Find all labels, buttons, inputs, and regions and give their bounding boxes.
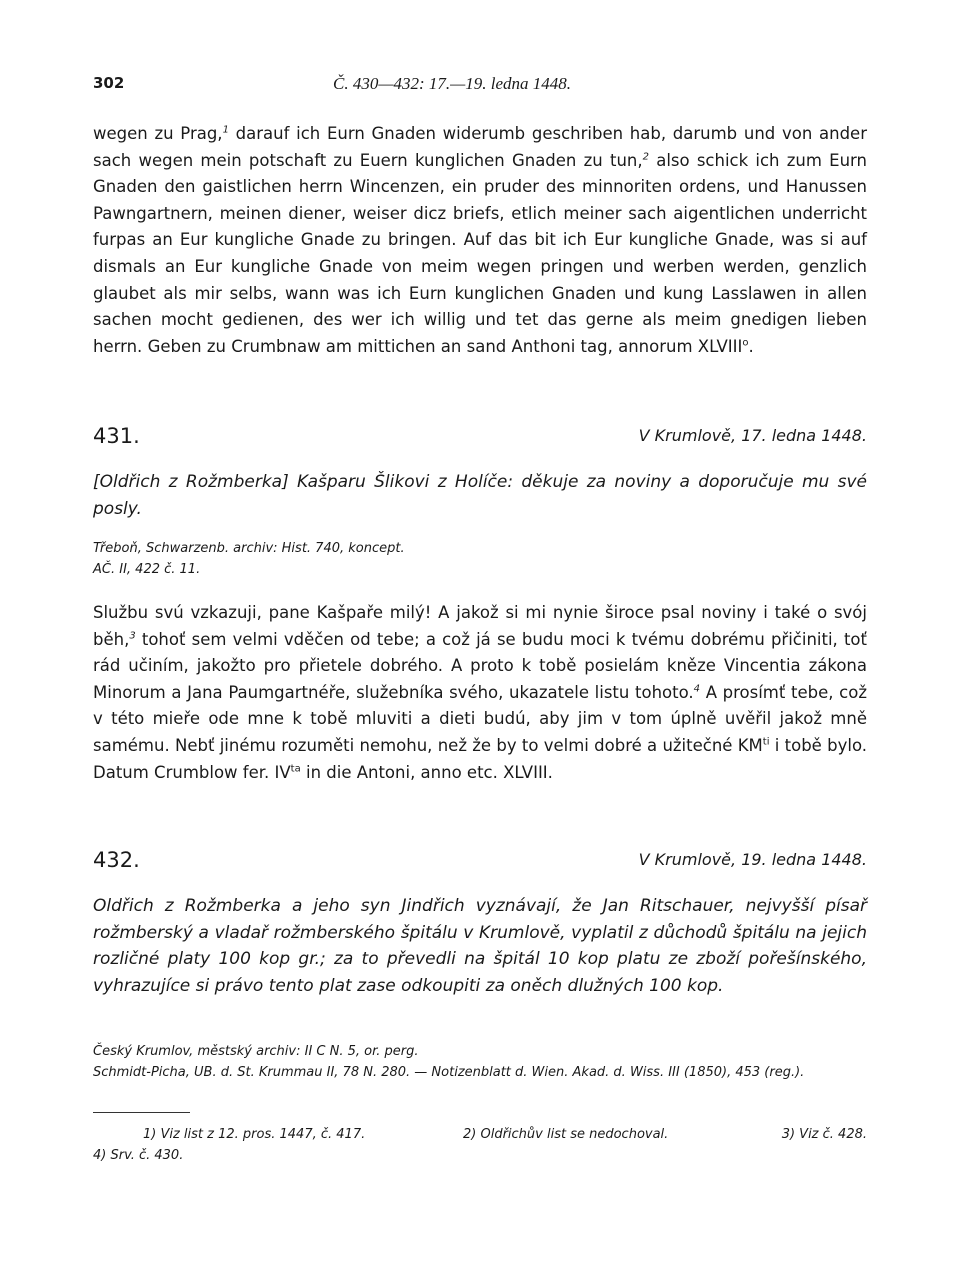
running-header — [93, 74, 867, 98]
entry-number: 431. — [93, 424, 140, 448]
entry-432-sources — [93, 1041, 867, 1083]
source-line: AČ. II, 422 č. 11. — [93, 562, 201, 577]
letter-dating: Geben zu Crumbnaw am mittichen an sand Anthoni tag, annorum XLVIII — [147, 336, 743, 356]
footnote-1: 1) Viz list z 12. pros. 1447, č. 417. — [143, 1127, 366, 1142]
entry-place-date: V Krumlově, 17. ledna 1448. — [638, 426, 867, 445]
letter-dating: Datum Crumblow fer. IV — [93, 762, 291, 782]
footnote-mark-2: 2 — [642, 151, 649, 163]
source-line: Český Krumlov, městský archiv: II C N. 5, or. perg. — [93, 1044, 419, 1059]
entry-432-regest: Oldřich z Rožmberka a jeho syn Jindřich vyznávají, že Jan Ritschauer, nejvyšší písař rožmberský a vladař rožmberského špitálu v Krumlově, vyplatil z důchodů špitálu na jejich rozličné platy 100 kop gr.; za to převedli na špitál 10 kop platu ze zboží pořešínského, vyhrazujíce si právo tento plat zase odkoupiti za oněch dlužných 100 kop. — [93, 896, 867, 996]
footnote-mark-4: 4 — [693, 683, 701, 695]
entry-432-heading — [93, 848, 867, 878]
footnote-4: 4) Srv. č. 430. — [93, 1148, 184, 1163]
footnote-mark-1: 1 — [222, 124, 229, 136]
footnote-3: 3) Viz č. 428. — [781, 1127, 867, 1142]
footnote-2: 2) Oldřichův list se nedochoval. — [463, 1127, 669, 1142]
entry-431-text: Službu svú vzkazuji, pane Kašpaře milý! A jakož si mi nynie široce psal noviny i také o svój běh,$^3$ tohoť sem velmi vděčen od tebe; a což já se budu moci k tvému dobrému přičiniti, toť rád učiním, jakožto pro přietele dobrého. A proto k tobě posielám kněze Vincentia zákona Minorum a Jana Paumgartnéře, služebníka svého, ukazatele listu tohoto.$^4$ A prosímť tebe, což v této mieře ode mne k tobě mluviti a dieti budú, aby jim v tom úplně uvěřil jakož mně samému. Nebť jinému rozuměti nemohu, než že by to velmi dobré a užitečné $KM^{ti}$ i tobě bylo. Datum Crumblow fer. $IV^{ta}$ in die Antoni, anno etc. XLVIII. — [93, 603, 867, 782]
source-line: Třeboň, Schwarzenb. archiv: Hist. 740, koncept. — [93, 541, 405, 556]
entry-431-sources — [93, 538, 867, 580]
footnotes — [93, 1124, 867, 1166]
page-number: 302 — [93, 74, 125, 92]
entry-431-regest: [Oldřich z Rožmberka] Kašparu Šlikovi z Holíče: děkuje za noviny a doporučuje mu své posly. — [93, 472, 867, 519]
letter-continuation-text: wegen zu Prag,$^1$ darauf ich Eurn Gnaden widerumb geschriben hab, darumb und von ander sach wegen mein potschaft zu Euern kunglichen Gnaden zu tun,$^2$ also schick ich zum Eurn Gnaden den gaistlichen herrn Wincenzen, ein pruder des minnoriten ordens, und Hanussen Pawngartnern, meinen diener, weiser dicz briefs, etlich meiner sach aigentlichen underricht furpas an Eur kungliche Gnade zu bringen. Auf das bit ich Eur kungliche Gnade, was si auf dismals an Eur kungliche Gnade von meim wegen pringen und werben werden, genzlich glaubet als mir selbs, wann was ich Eurn kunglichen Gnaden und kung Lasslawen in allen sachen mocht gedienen, des wer ich willig und tet das gerne als meim gnedigen lieben herrn. Geben zu Crumbnaw am mittichen an sand Anthoni tag, annorum XLVIII$^o$. — [93, 124, 868, 356]
entry-place-date: V Krumlově, 19. ledna 1448. — [638, 850, 867, 869]
footnote-divider — [93, 1112, 190, 1113]
entry-number: 432. — [93, 848, 140, 872]
entry-431-heading — [93, 424, 867, 454]
source-line: Schmidt-Picha, UB. d. St. Krummau II, 78 N. 280. — Notizenblatt d. Wien. Akad. d. Wiss. III (1850), 453 (reg.). — [93, 1065, 805, 1080]
running-title: Č. 430—432: 17.—19. ledna 1448. — [333, 74, 571, 93]
footnote-mark-3: 3 — [129, 630, 136, 642]
